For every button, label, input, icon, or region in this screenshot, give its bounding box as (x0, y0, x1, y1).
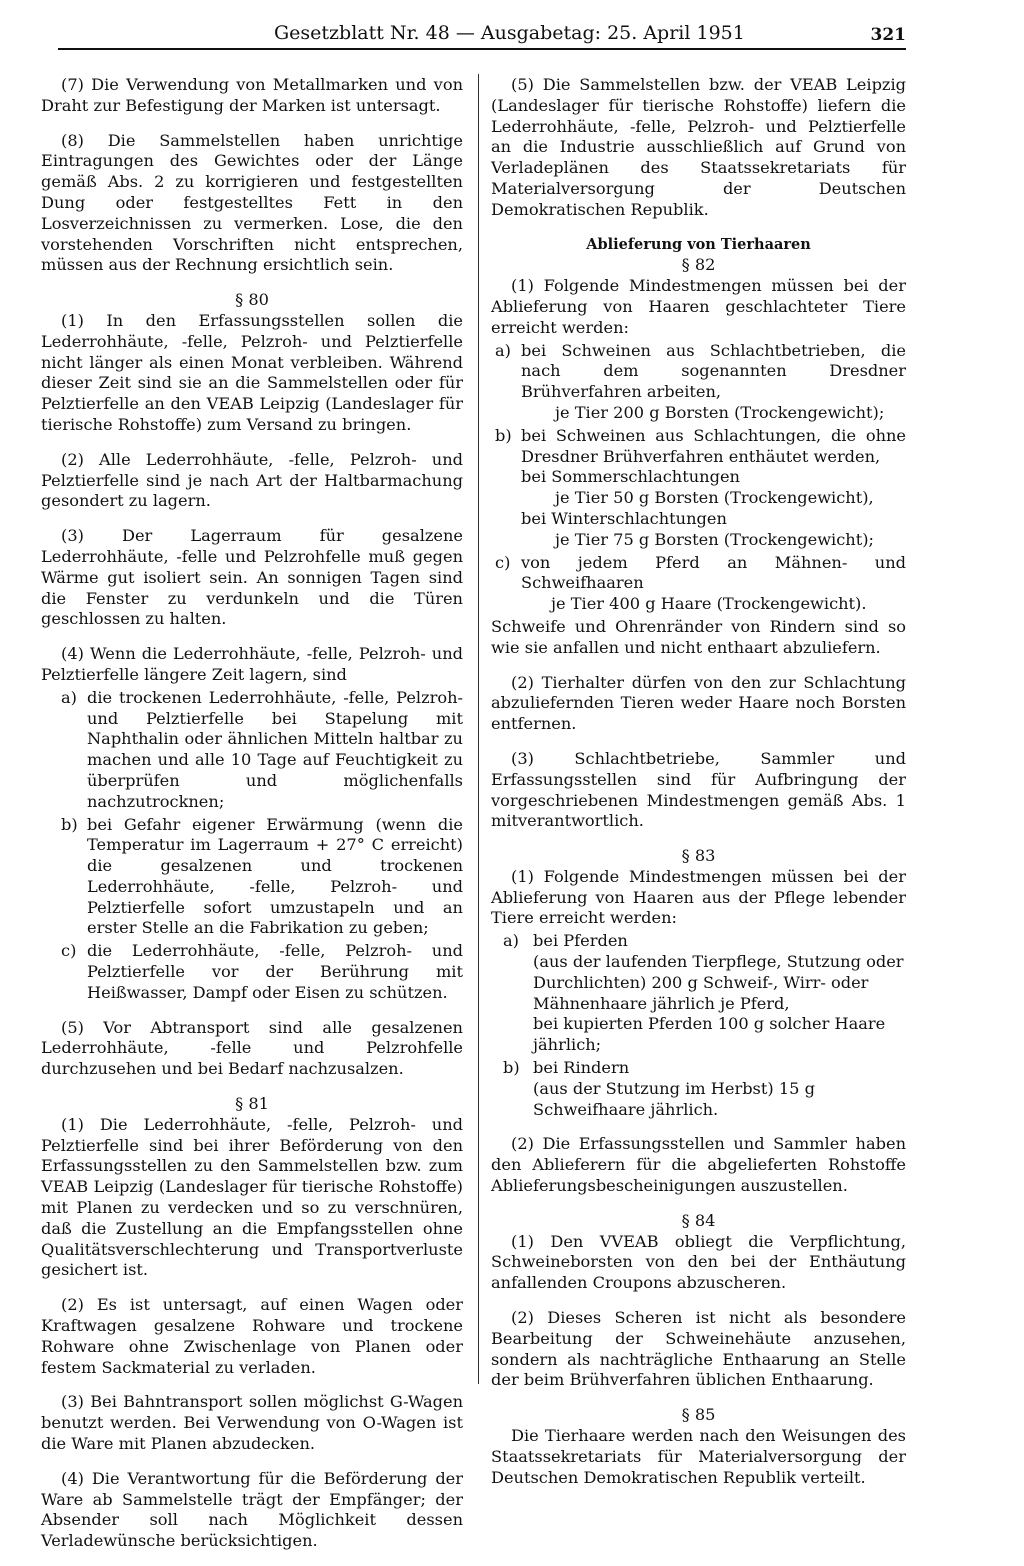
left-column (41, 75, 463, 1566)
section-83-heading: § 83 (681, 846, 716, 866)
section-81-paragraph-3: (3) Bei Bahntransport sollen möglichst G-Wagen benutzt werden. Bei Verwendung von O-Wagen ist die Ware mit Planen abzudecken. (41, 1392, 463, 1454)
sub-line: bei Sommerschlachtungen (521, 467, 740, 487)
section-82-heading: § 82 (681, 255, 716, 275)
section-82-paragraph-1: (1) Folgende Mindestmengen müssen bei der Ablieferung von Haaren geschlachteter Tiere erreicht werden: (491, 276, 906, 337)
amount-line: je Tier 200 g Borsten (Trockengewicht); (555, 402, 885, 422)
list-item-label: b) (61, 814, 78, 834)
section-80-paragraph-5: (5) Vor Abtransport sind alle gesalzenen Lederrohhäute, -felle und Pelzrohfelle durchzusehen und bei Bedarf nachzusalzen. (41, 1017, 463, 1079)
list-item (41, 941, 463, 1003)
amount-line: je Tier 400 g Haare (Trockengewicht). (551, 594, 867, 614)
section-80-paragraph-3: (3) Der Lagerraum für gesalzene Lederrohhäute, -felle und Pelzrohfelle muß gegen Wärme gut isoliert sein. An sonnigen Tagen sind die Fenster zu verdunkeln und die Türen geschlossen zu halten. (41, 526, 463, 629)
list-item-label: b) (503, 1058, 520, 1078)
item-text: bei Rindern (533, 1058, 630, 1078)
section-82-note: Schweife und Ohrenränder von Rindern sind so wie sie anfallen und nicht enthaart abzuliefern. (491, 616, 906, 657)
list-item (491, 553, 906, 615)
list-item (491, 1058, 906, 1120)
page-header (58, 20, 906, 50)
section-81-heading: § 81 (235, 1094, 269, 1114)
list-item-text (533, 931, 906, 1056)
list-item (41, 688, 463, 813)
list-item-label: a) (495, 340, 511, 360)
paragraph-8: (8) Die Sammelstellen haben unrichtige Eintragungen des Gewichtes oder der Länge gemäß Abs. 2 zu korrigieren und festgestellten Dung oder festgestelltes Fett in den Losverzeichnissen zu vermerken. Lose, die den vorstehenden Vorschriften nicht entsprechen, müssen aus der Rechnung ersichtlich sein. (41, 130, 463, 275)
section-80-list (41, 688, 463, 1004)
list-item-text (533, 1058, 906, 1120)
list-item-label: c) (61, 941, 77, 961)
list-item-text (521, 341, 906, 424)
sub-line: (aus der Stutzung im Herbst) 15 g Schweifhaare jährlich. (533, 1078, 815, 1119)
item-text: von jedem Pferd an Mähnen- und Schweifhaaren (521, 552, 906, 593)
list-item-text: die Lederrohhäute, -felle, Pelzroh- und Pelztierfelle vor der Berührung mit Heißwasser, Dampf oder Eisen zu schützen. (87, 941, 463, 1002)
list-item-label: a) (503, 931, 519, 951)
list-item-text (521, 426, 906, 551)
paragraph-7: (7) Die Verwendung von Metallmarken und von Draht zur Befestigung der Marken ist untersagt. (41, 75, 463, 115)
list-item (491, 931, 906, 1056)
section-82-paragraph-2: (2) Tierhalter dürfen von den zur Schlachtung abzuliefernden Tieren weder Haare noch Borsten entfernen. (491, 672, 906, 734)
list-item-text: die trockenen Lederrohhäute, -felle, Pelzroh- und Pelztierfelle bei Stapelung mit Naphthalin oder ähnlichen Mitteln haltbar zu machen und alle 10 Tage auf Feuchtigkeit zu überprüfen und möglichenfalls nachzutrocknen; (87, 687, 463, 811)
section-80-paragraph-4: (4) Wenn die Lederrohhäute, -felle, Pelzroh- und Pelztierfelle längere Zeit lagern, sind (41, 644, 463, 684)
subheading-tierhaare: Ablieferung von Tierhaaren (586, 235, 811, 253)
right-column (491, 75, 906, 1502)
list-item-text: bei Gefahr eigener Erwärmung (wenn die Temperatur im Lagerraum + 27° C erreicht) die gesalzenen und trockenen Lederrohhäute, -felle, Pelzroh- und Pelztierfelle sofort umzustapeln und an erster Stelle an die Fabrikation zu geben; (87, 814, 463, 938)
list-item (41, 815, 463, 940)
section-82-paragraph-3: (3) Schlachtbetriebe, Sammler und Erfassungsstellen sind für Aufbringung der vorgeschriebenen Mindestmengen gemäß Abs. 1 mitverantwortlich. (491, 748, 906, 831)
section-81-paragraph-4: (4) Die Verantwortung für die Beförderung der Ware ab Sammelstelle trägt der Empfänger; der Absender soll nach Möglichkeit dessen Verladewünsche berücksichtigen. (41, 1468, 463, 1551)
page-number: 321 (870, 25, 906, 45)
section-83-paragraph-1: (1) Folgende Mindestmengen müssen bei der Ablieferung von Haaren aus der Pflege lebender Tiere erreicht werden: (491, 866, 906, 928)
item-text: bei Pferden (533, 931, 628, 951)
sub-line: (aus der laufenden Tierpflege, Stutzung oder Durchlichten) 200 g Schweif-, Wirr- oder Mähnenhaare jährlich je Pferd, (533, 952, 904, 1013)
list-item-label: c) (495, 552, 511, 572)
section-83-paragraph-2: (2) Die Erfassungsstellen und Sammler haben den Ablieferern für die abgelieferten Rohstoffe Ablieferungsbescheinigungen auszustellen. (491, 1134, 906, 1196)
list-item (491, 426, 906, 551)
column-divider (478, 74, 479, 1384)
amount-line: je Tier 75 g Borsten (Trockengewicht); (555, 529, 874, 549)
section-85-paragraph-1: Die Tierhaare werden nach den Weisungen des Staatssekretariats für Materialversorgung der Deutschen Demokratischen Republik verteilt. (491, 1426, 906, 1487)
section-81-paragraph-5: (5) Die Sammelstellen bzw. der VEAB Leipzig (Landeslager für tierische Rohstoffe) liefern die Lederrohhäute, -felle, Pelzroh- und Pelztierfelle an die Industrie ausschließlich auf Grund von Verladeplänen des Staatssekretariats für Materialversorgung der Deutschen Demokratischen Republik. (491, 75, 906, 219)
section-80-paragraph-2: (2) Alle Lederrohhäute, -felle, Pelzroh- und Pelztierfelle sind je nach Art der Haltbarmachung gesondert zu lagern. (41, 449, 463, 511)
item-text: bei Schweinen aus Schlachtungen, die ohne Dresdner Brühverfahren enthäutet werden, (521, 425, 906, 466)
section-84-heading: § 84 (681, 1210, 716, 1230)
section-80-heading: § 80 (235, 290, 269, 310)
sub-line: bei Winterschlachtungen (521, 508, 727, 528)
list-item-label: a) (61, 687, 77, 707)
section-81-paragraph-2: (2) Es ist untersagt, auf einen Wagen oder Kraftwagen gesalzene Rohware und trockene Rohware ohne Zwischenlage von Planen oder festem Sackmaterial zu verladen. (41, 1295, 463, 1377)
section-81-paragraph-1: (1) Die Lederrohhäute, -felle, Pelzroh- und Pelztierfelle sind bei ihrer Beförderung von den Erfassungsstellen zu den Sammelstellen bzw. zum VEAB Leipzig (Landeslager für tierische Rohstoffe) mit Planen zu verdecken und so zu verschnüren, daß die Zustellung an die Empfangsstellen ohne Qualitätsverschlechterung und Transportverluste gesichert ist. (41, 1114, 463, 1280)
section-85-heading: § 85 (681, 1405, 716, 1425)
item-text: bei Schweinen aus Schlachtbetrieben, die nach dem sogenannten Dresdner Brühverfahren arbeiten, (521, 340, 906, 402)
list-item-text (521, 553, 906, 615)
section-84-paragraph-2: (2) Dieses Scheren ist nicht als besondere Bearbeitung der Schweinehäute anzusehen, sondern als nachträgliche Enthaarung an Stelle der beim Brühverfahren üblichen Enthaarung. (491, 1308, 906, 1390)
header-title: Gesetzblatt Nr. 48 — Ausgabetag: 25. April 1951 (274, 22, 745, 44)
sub-line: bei kupierten Pferden 100 g solcher Haare jährlich; (533, 1014, 886, 1055)
list-item (491, 341, 906, 424)
section-80-paragraph-1: (1) In den Erfassungsstellen sollen die Lederrohhäute, -felle, Pelzroh- und Pelztierfelle nicht länger als einen Monat verbleiben. Während dieser Zeit sind sie an die Sammelstellen oder für Pelztierfelle an den VEAB Leipzig (Landeslager für tierische Rohstoffe) zum Versand zu bringen. (41, 310, 463, 434)
amount-line: je Tier 50 g Borsten (Trockengewicht), (555, 488, 874, 508)
list-item-label: b) (495, 425, 512, 445)
section-84-paragraph-1: (1) Den VVEAB obliegt die Verpflichtung, Schweineborsten von den bei der Enthäutung anfallenden Croupons abzuscheren. (491, 1231, 906, 1293)
